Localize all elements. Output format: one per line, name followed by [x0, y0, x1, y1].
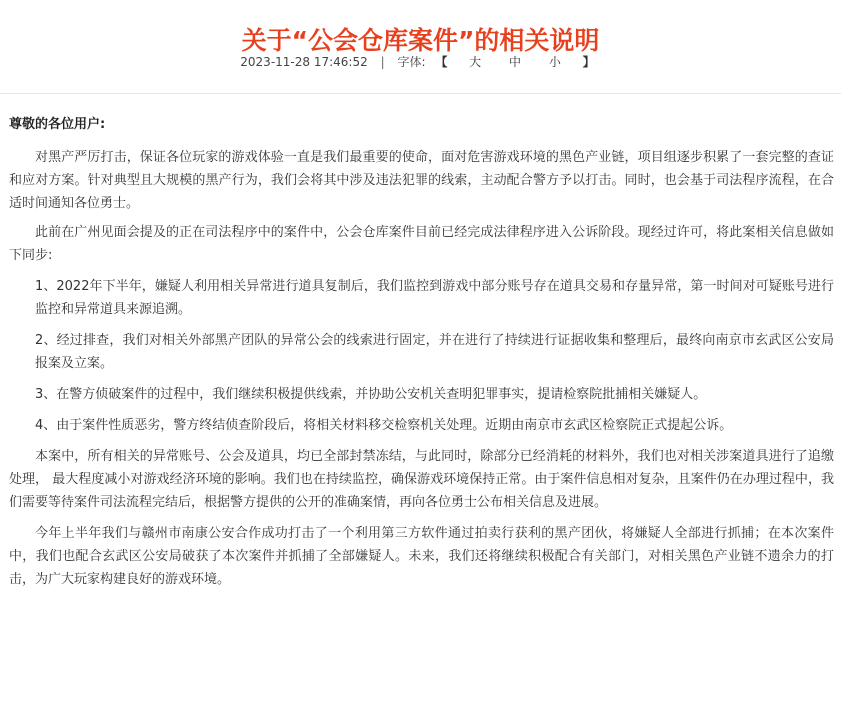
header-divider	[0, 93, 841, 94]
list-item: 3、在警方侦破案件的过程中，我们继续积极提供线索，并协助公安机关查明犯罪事实，提请检察院批捕相关嫌疑人。	[35, 387, 707, 402]
list-item: 1、2022年下半年，嫌疑人利用相关异常进行道具复制后，我们监控到游戏中部分账号存在道具交易和存量异常，第一时间对可疑账号进行监控和异常道具来源追溯。	[35, 279, 834, 317]
salutation: 尊敬的各位用户:	[9, 117, 106, 132]
paragraph: 此前在广州见面会提及的正在司法程序中的案件中，公会仓库案件目前已经完成法律程序进入公诉阶段。现经过许可，将此案相关信息做如下同步:	[9, 225, 834, 263]
font-size-label: 字体:	[397, 55, 426, 69]
publish-datetime: 2023-11-28 17:46:52	[240, 55, 368, 69]
font-size-bracket-close: 】	[582, 55, 595, 69]
page-title: 关于“公会仓库案件”的相关说明	[241, 25, 600, 55]
paragraph: 本案中，所有相关的异常账号、公会及道具，均已全部封禁冻结，与此同时，除部分已经消耗的材料外，我们也对相关涉案道具进行了追缴处理， 最大程度减小对游戏经济环境的影响。我们也在持续监控，确保游戏环境保持正常。由于案件信息相对复杂，且案件仍在办理过程中，我们需要等待案件司法流程完结后，根据警方提供的公开的准确案情，再向各位勇士公布相关信息及进展。	[9, 449, 834, 510]
font-size-bracket-open: 【	[435, 55, 448, 69]
font-size-large-button[interactable]: 大	[469, 55, 482, 69]
article-body	[9, 113, 834, 591]
meta-separator: |	[380, 55, 385, 69]
list-item: 4、由于案件性质恶劣，警方终结侦查阶段后，将相关材料移交检察机关处理。近期由南京市玄武区检察院正式提起公诉。	[35, 418, 733, 433]
paragraph: 对黑产严厉打击，保证各位玩家的游戏体验一直是我们最重要的使命，面对危害游戏环境的黑色产业链，项目组逐步积累了一套完整的查证和应对方案。针对典型且大规模的黑产行为，我们会将其中涉及违法犯罪的线索，主动配合警方予以打击。同时，也会基于司法程序流程，在合适时间通知各位勇士。	[9, 150, 834, 211]
font-size-medium-button[interactable]: 中	[509, 55, 522, 69]
paragraph: 今年上半年我们与赣州市南康公安合作成功打击了一个利用第三方软件通过拍卖行获利的黑产团伙，将嫌疑人全部进行抓捕；在本次案件中，我们也配合玄武区公安局破获了本次案件并抓捕了全部嫌疑人。未来，我们还将继续积极配合有关部门，对相关黑色产业链不遗余力的打击，为广大玩家构建良好的游戏环境。	[9, 526, 834, 587]
article-meta	[0, 53, 841, 71]
list-item: 2、经过排查，我们对相关外部黑产团队的异常公会的线索进行固定，并在进行了持续进行证据收集和整理后，最终向南京市玄武区公安局报案及立案。	[35, 333, 834, 371]
font-size-small-button[interactable]: 小	[548, 55, 561, 69]
